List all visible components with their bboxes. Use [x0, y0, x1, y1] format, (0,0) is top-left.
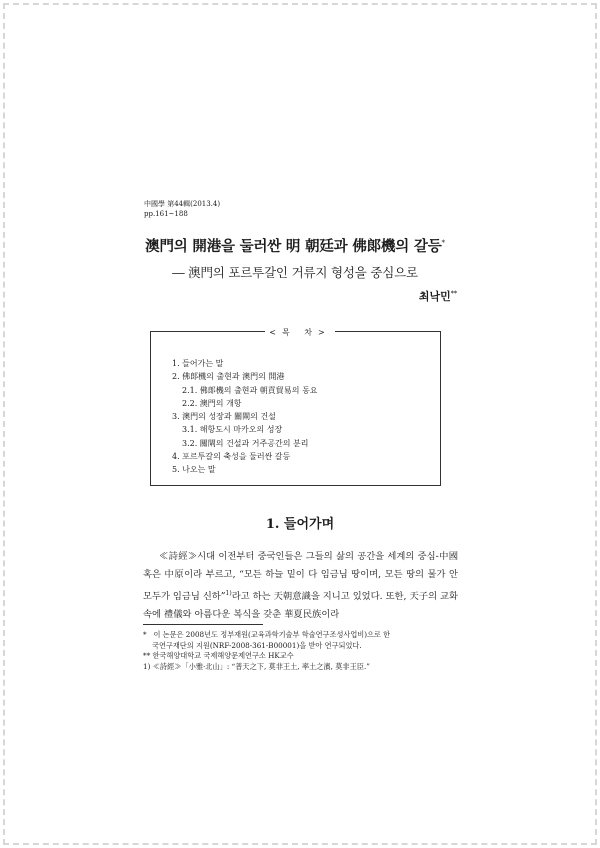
footnote-mark: * — [143, 630, 147, 639]
toc-list — [172, 357, 318, 477]
title-footnote-mark: * — [441, 239, 445, 248]
section-heading: 1. 들어가며 — [265, 517, 335, 532]
footnote-mark: ** — [143, 651, 151, 660]
footnote-ref-1[interactable]: 1) — [225, 589, 232, 597]
toc-item[interactable]: 5. 나오는 말 — [172, 465, 216, 475]
journal-issue: 中國學 第44輯(2013.4) — [144, 200, 221, 208]
article-subtitle: ― 澳門의 포르투갈인 거류지 형성을 중심으로 — [172, 265, 418, 280]
toc-item[interactable]: 3.1. 해항도시 마카오의 성장 — [182, 425, 283, 435]
author — [419, 288, 457, 304]
footnote-text: ≪詩經≫「小雅·北山」: “普天之下, 莫非王土, 率土之濱, 莫非王臣.” — [152, 661, 370, 671]
toc-item[interactable]: 4. 포르투갈의 축성을 둘러싼 갈등 — [172, 452, 291, 462]
page-range: pp.161~188 — [144, 210, 188, 218]
toc-item[interactable]: 2. 佛郞機의 출현과 澳門의 開港 — [172, 372, 285, 382]
toc-item[interactable]: 2.1. 佛郞機의 출현과 朝貢貿易의 동요 — [182, 385, 318, 395]
article-title-text: 澳門의 開港을 둘러싼 明 朝廷과 佛郞機의 갈등 — [145, 238, 442, 255]
footnote-funding-cont: 국연구재단의 지원(NRF-2008-361-B00001)을 받아 연구되었다. — [152, 640, 362, 650]
footnote-text: 한국해양대학교 국제해양문제연구소 HK교수 — [152, 651, 294, 660]
toc-item[interactable]: 3.2. 關閘의 건설과 거주공간의 분리 — [182, 438, 309, 448]
toc-item[interactable]: 3. 澳門의 성장과 關閘의 건설 — [172, 412, 276, 422]
body-paragraph — [143, 548, 458, 624]
footnote-text: 이 논문은 2008년도 정부재원(교육과학기술부 학술연구조성사업비)으로 한 — [153, 630, 391, 639]
toc-heading — [0, 327, 600, 338]
footnote-affiliation — [143, 651, 463, 662]
toc-heading-text: <목 차> — [265, 328, 334, 337]
toc-item[interactable]: 1. 들어가는 말 — [172, 359, 224, 368]
footnote-mark: 1) — [143, 661, 151, 671]
toc-item[interactable]: 2.2. 澳門의 개항 — [182, 398, 242, 408]
article-title — [130, 235, 460, 256]
author-name: 최낙민 — [418, 290, 451, 303]
footnote-1 — [143, 662, 463, 673]
paragraph-text-2: 라고 하는 天朝意識을 지니고 있었다. 또한, 天子의 교화 속에 禮儀와 아름다운 복식을 갖춘 華夏民族이라 — [143, 590, 458, 620]
paragraph-text-1: ≪詩經≫시대 이전부터 중국인들은 그들의 삶의 공간을 세계의 중심-中國 혹은 中原이라 부르고, “모든 하늘 밑이 다 임금님 땅이며, 모든 땅의 물가 안 모두가 임금님 신하” — [143, 551, 458, 602]
footnote-funding — [143, 630, 463, 641]
author-footnote-mark: ** — [450, 290, 457, 298]
footnotes — [143, 630, 463, 672]
footnote-separator — [143, 624, 263, 625]
journal-meta — [144, 199, 220, 219]
